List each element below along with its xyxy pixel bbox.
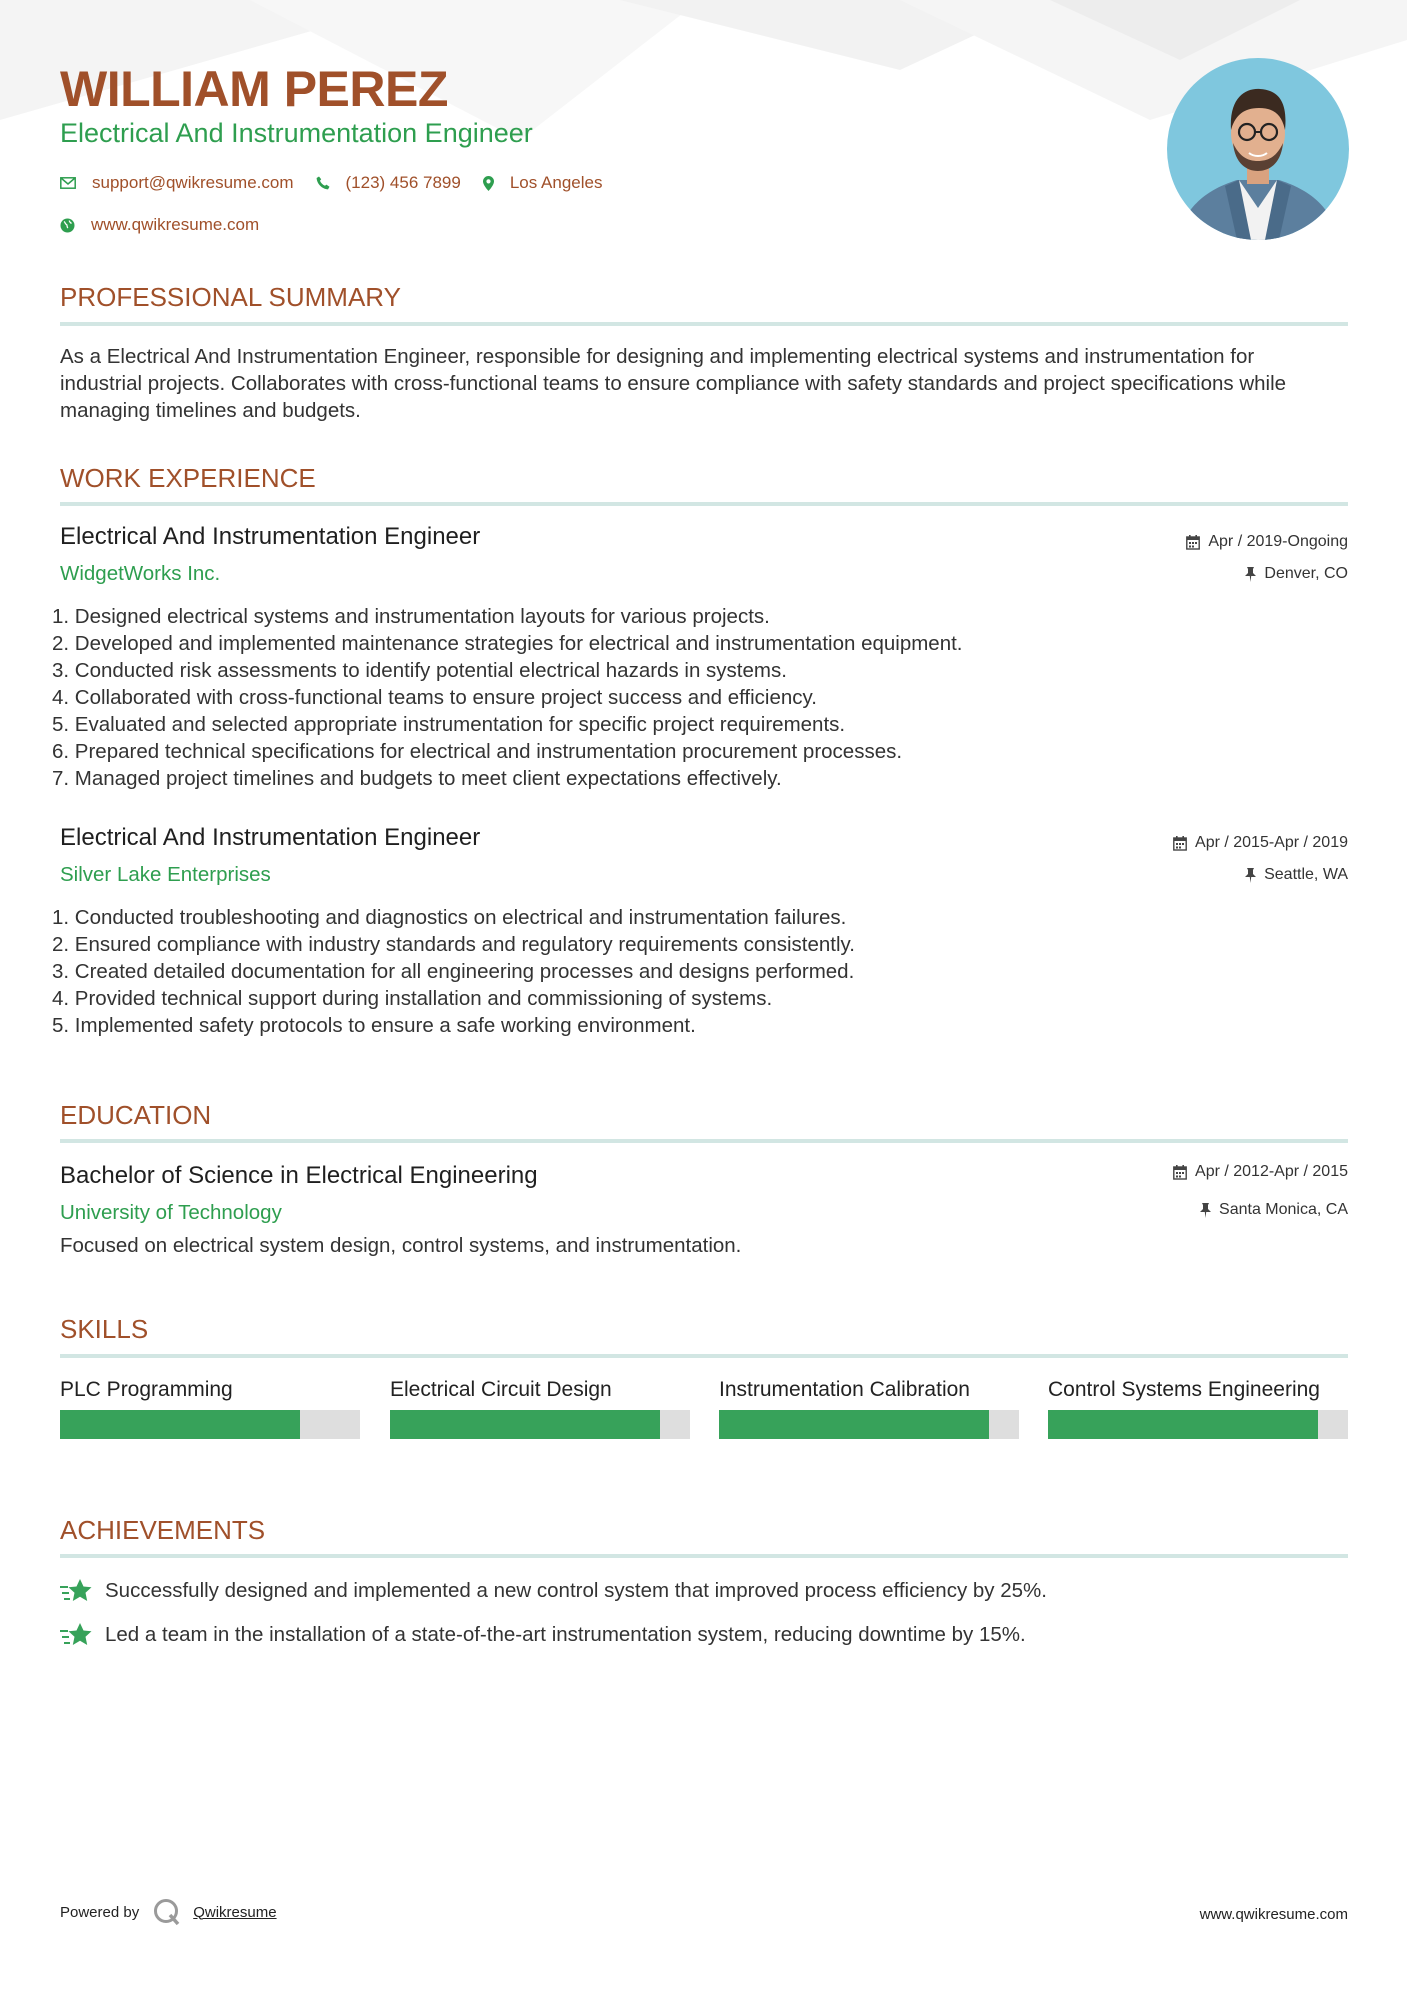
contact-row-primary: [60, 173, 624, 193]
skill-item: [390, 1376, 690, 1439]
skill-name: Electrical Circuit Design: [390, 1378, 612, 1401]
phone-icon: [316, 176, 330, 190]
skill-level-bar: [719, 1410, 1019, 1439]
skill-level-bar: [1048, 1410, 1348, 1439]
achievement-text: Successfully designed and implemented a new control system that improved process efficiency by 25%.: [105, 1579, 1047, 1602]
contact-website[interactable]: [60, 215, 259, 235]
website-text: www.qwikresume.com: [91, 215, 260, 234]
star-icon: [60, 1578, 93, 1604]
section-divider: [60, 322, 1348, 326]
skill-item: [719, 1376, 1019, 1439]
list-item: 5. Evaluated and selected appropriate instrumentation for specific project requirements.: [52, 713, 846, 736]
qwikresume-logo-icon: [153, 1898, 181, 1926]
skill-level-fill: [1048, 1410, 1318, 1439]
skill-name: Instrumentation Calibration: [719, 1378, 970, 1401]
calendar-icon: [1186, 535, 1200, 550]
section-divider: [60, 1139, 1348, 1143]
job-company: WidgetWorks Inc.: [60, 562, 221, 585]
section-divider: [60, 502, 1348, 506]
powered-by-label: Powered by: [60, 1903, 140, 1921]
education-heading: EDUCATION: [60, 1100, 212, 1130]
footer-powered-by: [60, 1898, 277, 1926]
achievement-item: [60, 1622, 1026, 1648]
skill-level-bar: [390, 1410, 690, 1439]
list-item: 4. Collaborated with cross-functional teams to ensure project success and efficiency.: [52, 686, 817, 709]
contact-location: [483, 173, 603, 193]
list-item: 2. Ensured compliance with industry standards and regulatory requirements consistently.: [52, 933, 855, 956]
list-item: 5. Implemented safety protocols to ensure a safe working environment.: [52, 1014, 696, 1037]
pushpin-icon: [1245, 567, 1256, 582]
skill-level-fill: [390, 1410, 660, 1439]
experience-heading: WORK EXPERIENCE: [60, 463, 316, 493]
contact-phone[interactable]: [316, 173, 461, 193]
achievement-item: [60, 1578, 1047, 1604]
pushpin-icon: [1200, 1203, 1211, 1218]
list-item: 4. Provided technical support during installation and commissioning of systems.: [52, 987, 773, 1010]
education-degree: Bachelor of Science in Electrical Engineering: [60, 1162, 538, 1189]
phone-text: (123) 456 7899: [345, 173, 461, 192]
skills-heading: SKILLS: [60, 1314, 149, 1344]
education-description: Focused on electrical system design, control systems, and instrumentation.: [60, 1234, 742, 1257]
job-location-text: Seattle, WA: [1264, 866, 1348, 883]
education-dates: [1173, 1163, 1348, 1181]
envelope-icon: [60, 177, 76, 189]
profile-photo: [1167, 58, 1349, 240]
list-item: 3. Conducted risk assessments to identify potential electrical hazards in systems.: [52, 659, 787, 682]
skill-level-fill: [719, 1410, 989, 1439]
achievement-text: Led a team in the installation of a state-of-the-art instrumentation system, reducing downtime by 15%.: [105, 1623, 1026, 1646]
achievements-heading: ACHIEVEMENTS: [60, 1515, 266, 1545]
pushpin-icon: [1245, 868, 1256, 883]
skill-level-fill: [60, 1410, 300, 1439]
education-school: University of Technology: [60, 1201, 282, 1224]
job-location-text: Denver, CO: [1264, 565, 1348, 582]
education-location-text: Santa Monica, CA: [1219, 1201, 1348, 1218]
list-item: 7. Managed project timelines and budgets to meet client expectations effectively.: [52, 767, 782, 790]
section-divider: [60, 1554, 1348, 1558]
job-dates-text: Apr / 2019-Ongoing: [1208, 533, 1348, 550]
section-divider: [60, 1354, 1348, 1358]
job-role: Electrical And Instrumentation Engineer: [60, 523, 481, 550]
skill-level-bar: [60, 1410, 360, 1439]
list-item: 6. Prepared technical specifications for electrical and instrumentation procurement processes.: [52, 740, 903, 763]
calendar-icon: [1173, 836, 1187, 851]
job-role: Electrical And Instrumentation Engineer: [60, 824, 481, 851]
globe-icon: [60, 218, 75, 233]
education-dates-text: Apr / 2012-Apr / 2015: [1195, 1163, 1348, 1180]
job-company: Silver Lake Enterprises: [60, 863, 271, 886]
candidate-name: WILLIAM PEREZ: [60, 61, 448, 117]
map-pin-icon: [483, 176, 494, 191]
skill-name: Control Systems Engineering: [1048, 1378, 1320, 1401]
summary-heading: PROFESSIONAL SUMMARY: [60, 282, 401, 312]
job-bullet-list: [52, 904, 855, 1039]
skill-item: [1048, 1376, 1348, 1439]
list-item: 2. Developed and implemented maintenance strategies for electrical and instrumentation equipment.: [52, 632, 963, 655]
calendar-icon: [1173, 1165, 1187, 1180]
qwikresume-link[interactable]: Qwikresume: [193, 1903, 277, 1921]
contact-email[interactable]: [60, 173, 294, 193]
star-icon: [60, 1622, 93, 1648]
candidate-title: Electrical And Instrumentation Engineer: [60, 118, 533, 148]
job-dates: [1173, 834, 1348, 852]
job-dates: [1186, 533, 1348, 551]
summary-text: As a Electrical And Instrumentation Engineer, responsible for designing and implementing electrical systems and instrumentation for industrial projects. Collaborates with cross-functional teams to ensure compliance with safety standards and project specifications while managing timelines and budgets.: [60, 345, 1287, 422]
job-dates-text: Apr / 2015-Apr / 2019: [1195, 834, 1348, 851]
location-text: Los Angeles: [509, 173, 603, 192]
job-bullet-list: [52, 603, 963, 792]
footer-website[interactable]: www.qwikresume.com: [1199, 1906, 1348, 1923]
email-text: support@qwikresume.com: [92, 173, 294, 192]
job-location: [1245, 866, 1348, 884]
list-item: 1. Designed electrical systems and instrumentation layouts for various projects.: [52, 605, 770, 628]
skill-item: [60, 1376, 360, 1439]
job-location: [1245, 565, 1348, 583]
education-location: [1200, 1201, 1348, 1219]
list-item: 1. Conducted troubleshooting and diagnostics on electrical and instrumentation failures.: [52, 906, 847, 929]
contact-row-secondary: [60, 215, 281, 235]
skill-name: PLC Programming: [60, 1378, 233, 1401]
list-item: 3. Created detailed documentation for all engineering processes and designs performed.: [52, 960, 855, 983]
